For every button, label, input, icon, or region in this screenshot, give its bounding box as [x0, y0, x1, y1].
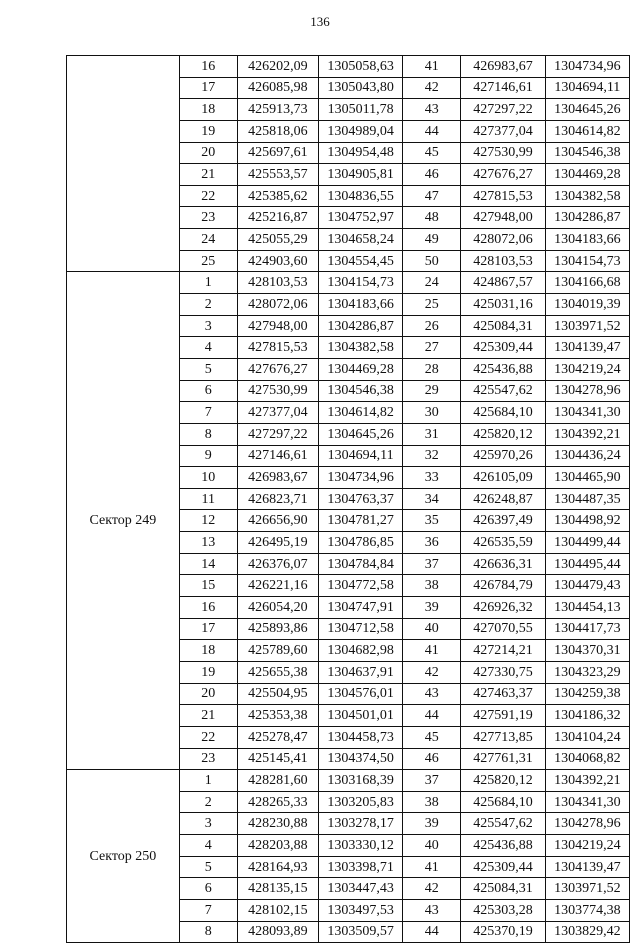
x-coordinate-right: 426636,31	[461, 553, 545, 575]
y-coordinate-left: 1304576,01	[318, 683, 402, 705]
y-coordinate-left: 1304836,55	[318, 185, 402, 207]
x-coordinate-left: 428281,60	[237, 770, 318, 792]
y-coordinate-right: 1304487,35	[545, 488, 629, 510]
x-coordinate-right: 427530,99	[461, 142, 545, 164]
y-coordinate-right: 1304139,47	[545, 337, 629, 359]
x-coordinate-right: 426248,87	[461, 488, 545, 510]
y-coordinate-left: 1304374,50	[318, 748, 402, 770]
x-coordinate-right: 425309,44	[461, 337, 545, 359]
point-number-left: 3	[179, 813, 237, 835]
point-number-right: 31	[403, 423, 461, 445]
y-coordinate-left: 1304954,48	[318, 142, 402, 164]
y-coordinate-right: 1304259,38	[545, 683, 629, 705]
y-coordinate-left: 1304734,96	[318, 467, 402, 489]
x-coordinate-left: 428265,33	[237, 791, 318, 813]
x-coordinate-left: 425789,60	[237, 640, 318, 662]
y-coordinate-right: 1304495,44	[545, 553, 629, 575]
x-coordinate-left: 428072,06	[237, 294, 318, 316]
point-number-right: 30	[403, 402, 461, 424]
y-coordinate-left: 1304614,82	[318, 402, 402, 424]
point-number-right: 26	[403, 315, 461, 337]
sector-label: Сектор 249	[67, 272, 180, 770]
y-coordinate-left: 1304752,97	[318, 207, 402, 229]
point-number-left: 16	[179, 56, 237, 78]
y-coordinate-left: 1303278,17	[318, 813, 402, 835]
coordinates-table	[66, 55, 630, 943]
x-coordinate-left: 425145,41	[237, 748, 318, 770]
x-coordinate-left: 426221,16	[237, 575, 318, 597]
x-coordinate-right: 426784,79	[461, 575, 545, 597]
y-coordinate-left: 1304747,91	[318, 597, 402, 619]
y-coordinate-left: 1304286,87	[318, 315, 402, 337]
x-coordinate-right: 425436,88	[461, 358, 545, 380]
x-coordinate-right: 428103,53	[461, 250, 545, 272]
table-row	[67, 770, 630, 792]
x-coordinate-left: 426823,71	[237, 488, 318, 510]
x-coordinate-left: 425697,61	[237, 142, 318, 164]
point-number-right: 41	[403, 640, 461, 662]
y-coordinate-right: 1304341,30	[545, 791, 629, 813]
point-number-left: 15	[179, 575, 237, 597]
point-number-left: 25	[179, 250, 237, 272]
x-coordinate-right: 425309,44	[461, 856, 545, 878]
y-coordinate-left: 1303509,57	[318, 921, 402, 943]
y-coordinate-right: 1304068,82	[545, 748, 629, 770]
x-coordinate-left: 425353,38	[237, 705, 318, 727]
x-coordinate-left: 424903,60	[237, 250, 318, 272]
x-coordinate-right: 427297,22	[461, 99, 545, 121]
x-coordinate-right: 424867,57	[461, 272, 545, 294]
point-number-left: 11	[179, 488, 237, 510]
y-coordinate-right: 1304694,11	[545, 77, 629, 99]
x-coordinate-left: 425913,73	[237, 99, 318, 121]
point-number-left: 20	[179, 683, 237, 705]
point-number-right: 46	[403, 164, 461, 186]
x-coordinate-right: 425084,31	[461, 878, 545, 900]
x-coordinate-right: 427815,53	[461, 185, 545, 207]
point-number-right: 39	[403, 597, 461, 619]
x-coordinate-right: 427761,31	[461, 748, 545, 770]
point-number-left: 2	[179, 294, 237, 316]
point-number-right: 32	[403, 445, 461, 467]
x-coordinate-right: 426105,09	[461, 467, 545, 489]
point-number-right: 35	[403, 510, 461, 532]
point-number-right: 39	[403, 813, 461, 835]
point-number-right: 37	[403, 553, 461, 575]
point-number-right: 41	[403, 856, 461, 878]
y-coordinate-left: 1303205,83	[318, 791, 402, 813]
point-number-right: 47	[403, 185, 461, 207]
y-coordinate-right: 1304454,13	[545, 597, 629, 619]
point-number-right: 33	[403, 467, 461, 489]
y-coordinate-right: 1304139,47	[545, 856, 629, 878]
point-number-left: 14	[179, 553, 237, 575]
sector-label: Сектор 250	[67, 770, 180, 943]
y-coordinate-right: 1304323,29	[545, 661, 629, 683]
point-number-left: 4	[179, 835, 237, 857]
y-coordinate-left: 1303168,39	[318, 770, 402, 792]
point-number-right: 42	[403, 661, 461, 683]
point-number-right: 36	[403, 532, 461, 554]
x-coordinate-right: 425436,88	[461, 835, 545, 857]
x-coordinate-left: 425893,86	[237, 618, 318, 640]
y-coordinate-left: 1304763,37	[318, 488, 402, 510]
point-number-right: 38	[403, 575, 461, 597]
point-number-right: 28	[403, 358, 461, 380]
x-coordinate-right: 427146,61	[461, 77, 545, 99]
x-coordinate-left: 425385,62	[237, 185, 318, 207]
x-coordinate-left: 427815,53	[237, 337, 318, 359]
y-coordinate-left: 1304786,85	[318, 532, 402, 554]
x-coordinate-left: 426495,19	[237, 532, 318, 554]
y-coordinate-right: 1304465,90	[545, 467, 629, 489]
y-coordinate-right: 1304436,24	[545, 445, 629, 467]
point-number-left: 8	[179, 921, 237, 943]
table-row	[67, 272, 630, 294]
y-coordinate-right: 1304382,58	[545, 185, 629, 207]
point-number-right: 29	[403, 380, 461, 402]
y-coordinate-right: 1304499,44	[545, 532, 629, 554]
x-coordinate-left: 426656,90	[237, 510, 318, 532]
y-coordinate-left: 1305011,78	[318, 99, 402, 121]
y-coordinate-left: 1305058,63	[318, 56, 402, 78]
y-coordinate-right: 1304417,73	[545, 618, 629, 640]
x-coordinate-right: 425084,31	[461, 315, 545, 337]
point-number-right: 44	[403, 705, 461, 727]
x-coordinate-right: 425031,16	[461, 294, 545, 316]
x-coordinate-right: 425303,28	[461, 899, 545, 921]
x-coordinate-left: 428103,53	[237, 272, 318, 294]
x-coordinate-right: 428072,06	[461, 229, 545, 251]
x-coordinate-right: 427463,37	[461, 683, 545, 705]
point-number-right: 42	[403, 878, 461, 900]
y-coordinate-right: 1304154,73	[545, 250, 629, 272]
x-coordinate-right: 425370,19	[461, 921, 545, 943]
y-coordinate-right: 1304734,96	[545, 56, 629, 78]
y-coordinate-left: 1304784,84	[318, 553, 402, 575]
point-number-left: 1	[179, 272, 237, 294]
table-row	[67, 56, 630, 78]
y-coordinate-left: 1304382,58	[318, 337, 402, 359]
x-coordinate-right: 427713,85	[461, 726, 545, 748]
x-coordinate-right: 425547,62	[461, 380, 545, 402]
y-coordinate-right: 1304219,24	[545, 835, 629, 857]
x-coordinate-left: 427676,27	[237, 358, 318, 380]
point-number-right: 43	[403, 99, 461, 121]
point-number-left: 8	[179, 423, 237, 445]
x-coordinate-right: 425820,12	[461, 423, 545, 445]
point-number-right: 25	[403, 294, 461, 316]
point-number-left: 19	[179, 120, 237, 142]
y-coordinate-right: 1304286,87	[545, 207, 629, 229]
y-coordinate-left: 1304694,11	[318, 445, 402, 467]
x-coordinate-right: 426983,67	[461, 56, 545, 78]
point-number-right: 45	[403, 142, 461, 164]
point-number-left: 21	[179, 705, 237, 727]
x-coordinate-left: 425818,06	[237, 120, 318, 142]
point-number-left: 6	[179, 878, 237, 900]
y-coordinate-left: 1304645,26	[318, 423, 402, 445]
y-coordinate-right: 1304370,31	[545, 640, 629, 662]
x-coordinate-left: 428093,89	[237, 921, 318, 943]
y-coordinate-left: 1304458,73	[318, 726, 402, 748]
y-coordinate-right: 1304392,21	[545, 423, 629, 445]
point-number-left: 16	[179, 597, 237, 619]
y-coordinate-left: 1304554,45	[318, 250, 402, 272]
y-coordinate-right: 1304219,24	[545, 358, 629, 380]
point-number-left: 17	[179, 77, 237, 99]
x-coordinate-left: 427297,22	[237, 423, 318, 445]
point-number-right: 46	[403, 748, 461, 770]
point-number-left: 4	[179, 337, 237, 359]
x-coordinate-left: 427948,00	[237, 315, 318, 337]
point-number-left: 13	[179, 532, 237, 554]
y-coordinate-right: 1304479,43	[545, 575, 629, 597]
y-coordinate-left: 1304183,66	[318, 294, 402, 316]
y-coordinate-left: 1304772,58	[318, 575, 402, 597]
x-coordinate-left: 426376,07	[237, 553, 318, 575]
x-coordinate-left: 426054,20	[237, 597, 318, 619]
y-coordinate-left: 1305043,80	[318, 77, 402, 99]
x-coordinate-left: 425055,29	[237, 229, 318, 251]
x-coordinate-right: 427591,19	[461, 705, 545, 727]
point-number-left: 6	[179, 380, 237, 402]
y-coordinate-left: 1304905,81	[318, 164, 402, 186]
point-number-right: 44	[403, 120, 461, 142]
y-coordinate-right: 1304469,28	[545, 164, 629, 186]
point-number-left: 19	[179, 661, 237, 683]
point-number-left: 20	[179, 142, 237, 164]
point-number-left: 3	[179, 315, 237, 337]
point-number-right: 44	[403, 921, 461, 943]
y-coordinate-left: 1304546,38	[318, 380, 402, 402]
x-coordinate-left: 427377,04	[237, 402, 318, 424]
point-number-left: 7	[179, 899, 237, 921]
y-coordinate-right: 1304645,26	[545, 99, 629, 121]
x-coordinate-right: 426397,49	[461, 510, 545, 532]
x-coordinate-right: 427676,27	[461, 164, 545, 186]
point-number-right: 45	[403, 726, 461, 748]
point-number-right: 50	[403, 250, 461, 272]
x-coordinate-right: 427330,75	[461, 661, 545, 683]
point-number-left: 23	[179, 748, 237, 770]
y-coordinate-left: 1304781,27	[318, 510, 402, 532]
x-coordinate-left: 428102,15	[237, 899, 318, 921]
point-number-left: 22	[179, 726, 237, 748]
y-coordinate-right: 1303971,52	[545, 878, 629, 900]
point-number-right: 48	[403, 207, 461, 229]
x-coordinate-left: 427146,61	[237, 445, 318, 467]
y-coordinate-right: 1304341,30	[545, 402, 629, 424]
point-number-left: 5	[179, 358, 237, 380]
x-coordinate-left: 425216,87	[237, 207, 318, 229]
y-coordinate-right: 1304498,92	[545, 510, 629, 532]
x-coordinate-left: 425278,47	[237, 726, 318, 748]
point-number-left: 17	[179, 618, 237, 640]
y-coordinate-right: 1304392,21	[545, 770, 629, 792]
point-number-right: 43	[403, 683, 461, 705]
y-coordinate-left: 1304501,01	[318, 705, 402, 727]
x-coordinate-left: 426202,09	[237, 56, 318, 78]
y-coordinate-left: 1304682,98	[318, 640, 402, 662]
point-number-right: 42	[403, 77, 461, 99]
y-coordinate-right: 1303971,52	[545, 315, 629, 337]
y-coordinate-right: 1304166,68	[545, 272, 629, 294]
y-coordinate-left: 1304658,24	[318, 229, 402, 251]
point-number-right: 40	[403, 835, 461, 857]
x-coordinate-left: 426085,98	[237, 77, 318, 99]
y-coordinate-right: 1304104,24	[545, 726, 629, 748]
y-coordinate-right: 1304278,96	[545, 380, 629, 402]
x-coordinate-right: 426535,59	[461, 532, 545, 554]
point-number-left: 10	[179, 467, 237, 489]
point-number-left: 5	[179, 856, 237, 878]
y-coordinate-left: 1303497,53	[318, 899, 402, 921]
x-coordinate-left: 426983,67	[237, 467, 318, 489]
x-coordinate-left: 428135,15	[237, 878, 318, 900]
x-coordinate-left: 428203,88	[237, 835, 318, 857]
point-number-right: 38	[403, 791, 461, 813]
point-number-left: 18	[179, 640, 237, 662]
y-coordinate-right: 1303774,38	[545, 899, 629, 921]
x-coordinate-right: 425820,12	[461, 770, 545, 792]
x-coordinate-left: 427530,99	[237, 380, 318, 402]
point-number-right: 49	[403, 229, 461, 251]
sector-label	[67, 56, 180, 272]
point-number-left: 12	[179, 510, 237, 532]
y-coordinate-right: 1304278,96	[545, 813, 629, 835]
point-number-left: 9	[179, 445, 237, 467]
x-coordinate-right: 425970,26	[461, 445, 545, 467]
point-number-left: 23	[179, 207, 237, 229]
point-number-right: 41	[403, 56, 461, 78]
point-number-left: 18	[179, 99, 237, 121]
point-number-right: 43	[403, 899, 461, 921]
y-coordinate-right: 1304614,82	[545, 120, 629, 142]
x-coordinate-left: 425655,38	[237, 661, 318, 683]
point-number-right: 40	[403, 618, 461, 640]
point-number-right: 34	[403, 488, 461, 510]
x-coordinate-left: 428230,88	[237, 813, 318, 835]
point-number-left: 24	[179, 229, 237, 251]
point-number-left: 1	[179, 770, 237, 792]
x-coordinate-right: 426926,32	[461, 597, 545, 619]
x-coordinate-right: 427070,55	[461, 618, 545, 640]
x-coordinate-right: 425547,62	[461, 813, 545, 835]
y-coordinate-left: 1304637,91	[318, 661, 402, 683]
y-coordinate-left: 1304989,04	[318, 120, 402, 142]
y-coordinate-left: 1304469,28	[318, 358, 402, 380]
point-number-right: 24	[403, 272, 461, 294]
point-number-left: 21	[179, 164, 237, 186]
y-coordinate-left: 1303330,12	[318, 835, 402, 857]
x-coordinate-left: 425553,57	[237, 164, 318, 186]
y-coordinate-left: 1304154,73	[318, 272, 402, 294]
y-coordinate-right: 1304019,39	[545, 294, 629, 316]
coordinates-table-body	[67, 56, 630, 943]
y-coordinate-right: 1304183,66	[545, 229, 629, 251]
x-coordinate-left: 425504,95	[237, 683, 318, 705]
x-coordinate-right: 425684,10	[461, 402, 545, 424]
y-coordinate-right: 1304186,32	[545, 705, 629, 727]
y-coordinate-right: 1304546,38	[545, 142, 629, 164]
page-number: 136	[310, 14, 330, 29]
point-number-left: 2	[179, 791, 237, 813]
x-coordinate-right: 427214,21	[461, 640, 545, 662]
x-coordinate-right: 427377,04	[461, 120, 545, 142]
y-coordinate-left: 1303447,43	[318, 878, 402, 900]
y-coordinate-left: 1304712,58	[318, 618, 402, 640]
x-coordinate-left: 428164,93	[237, 856, 318, 878]
point-number-left: 22	[179, 185, 237, 207]
y-coordinate-left: 1303398,71	[318, 856, 402, 878]
y-coordinate-right: 1303829,42	[545, 921, 629, 943]
x-coordinate-right: 427948,00	[461, 207, 545, 229]
point-number-right: 27	[403, 337, 461, 359]
x-coordinate-right: 425684,10	[461, 791, 545, 813]
point-number-left: 7	[179, 402, 237, 424]
point-number-right: 37	[403, 770, 461, 792]
